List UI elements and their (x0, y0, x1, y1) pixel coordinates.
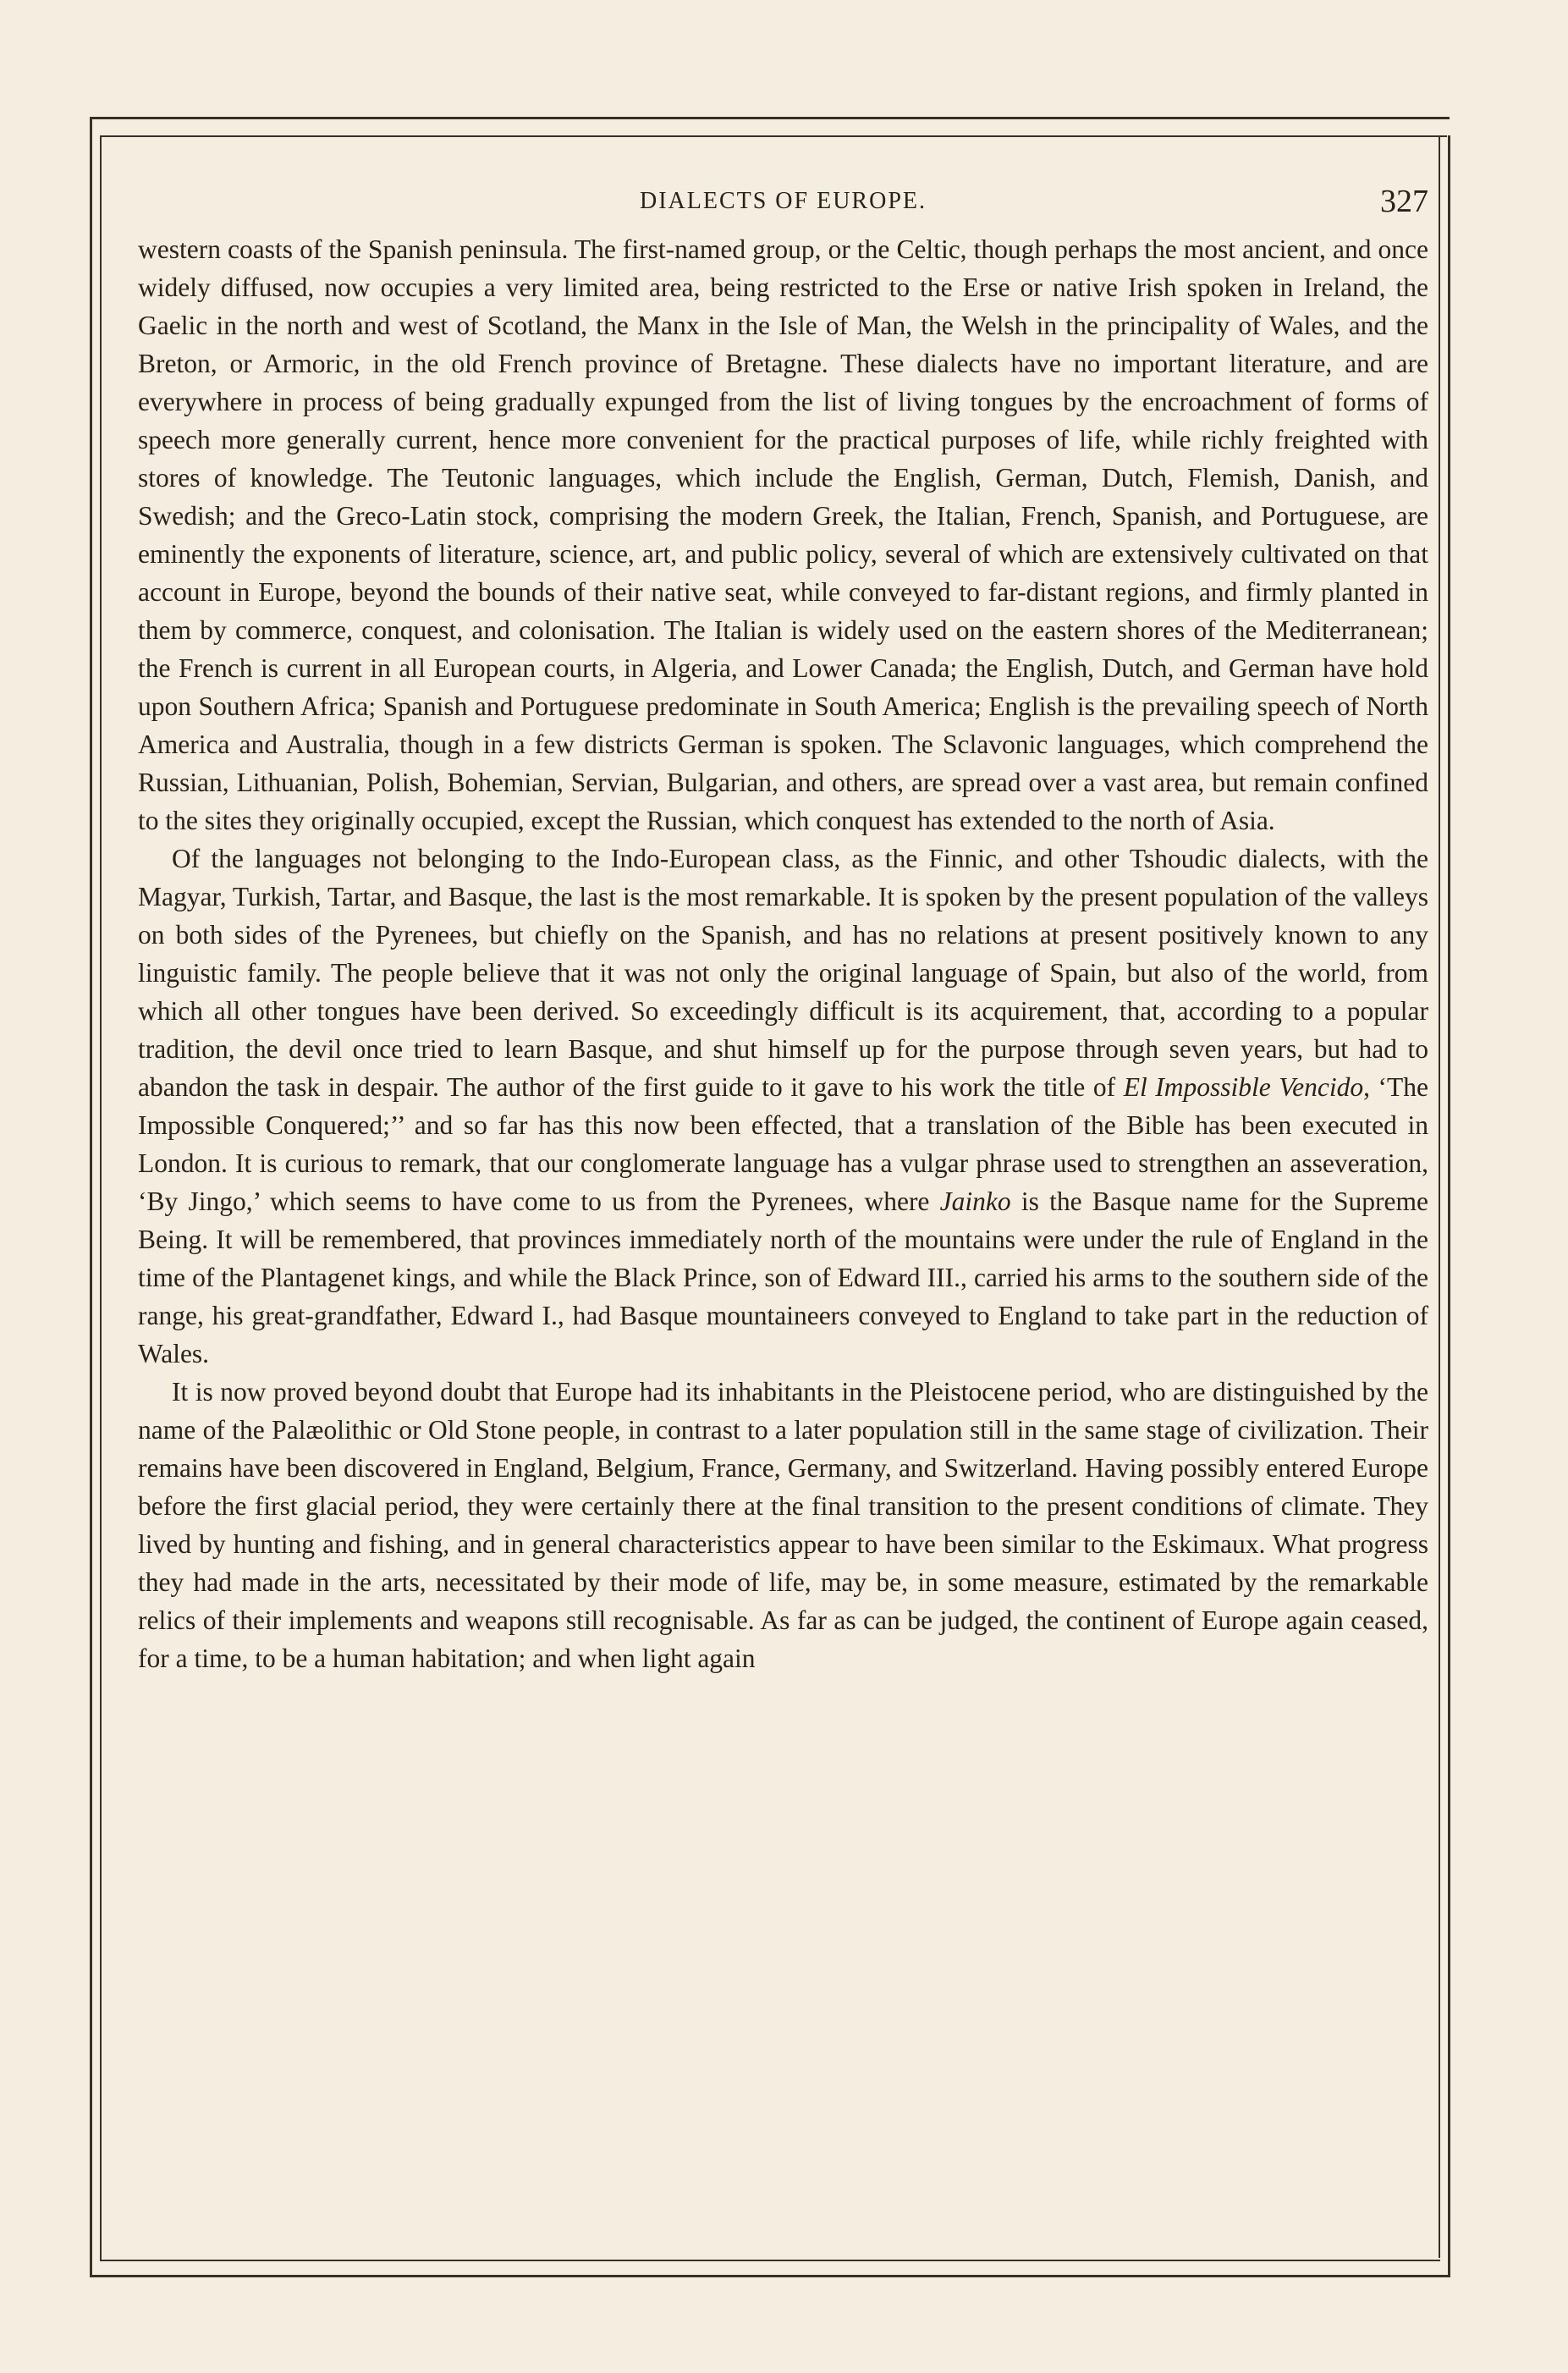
frame-bottom-inner (100, 2260, 1440, 2261)
frame-top-outer (91, 117, 1450, 119)
frame-top-inner (100, 135, 1447, 137)
frame-left-outer (90, 117, 92, 2276)
paragraph-2 (138, 840, 1428, 1373)
basque-word-italic: Jainko (939, 1186, 1011, 1216)
body-text (138, 230, 1428, 1677)
frame-left-inner (100, 135, 102, 2261)
paragraph-3: It is now proved beyond doubt that Europe had its inhabitants in the Pleistocene period, who are distinguished by the name of the Palæolithic or Old Stone people, in contrast to a later population still in the same stage of civilization. Their remains have been discovered in England, Belgium, France, Germany, and Switzerland. Having possibly entered Europe before the first glacial period, they were certainly there at the final transition to the present conditions of climate. They lived by hunting and fishing, and in general characteristics appear to have been similar to the Eskimaux. What progress they had made in the arts, necessitated by their mode of life, may be, in some measure, estimated by the remarkable relics of their implements and weapons still recognisable. As far as can be judged, the continent of Europe again ceased, for a time, to be a human habitation; and when light again (138, 1377, 1428, 1673)
frame-right-outer (1448, 135, 1450, 2276)
book-title-italic: El Impossible Vencido (1123, 1072, 1364, 1102)
paragraph-2-part-2: , ‘The Impossible Conquered;’’ and so far has this now been effected, that a translation of the Bible has been executed in London. It is curious to remark, that our conglomerate language has a vulgar phrase used to strengthen an asseveration, ‘By Jingo,’ which seems to have come to us from the Pyrenees, where (138, 1072, 1428, 1216)
running-title: DIALECTS OF EUROPE. (639, 188, 927, 214)
paragraph-1: western coasts of the Spanish peninsula. The first-named group, or the Celtic, though perhaps the most ancient, and once widely diffused, now occupies a very limited area, being restricted to the Erse or native Irish spoken in Ireland, the Gaelic in the north and west of Scotland, the Manx in the Isle of Man, the Welsh in the principality of Wales, and the Breton, or Armoric, in the old French province of Bretagne. These dialects have no important literature, and are everywhere in process of being gradually expunged from the list of living tongues by the encroachment of forms of speech more generally current, hence more convenient for the practical purposes of life, while richly freighted with stores of knowledge. The Teutonic languages, which include the English, German, Dutch, Flemish, Danish, and Swedish; and the Greco-Latin stock, comprising the modern Greek, the Italian, French, Spanish, and Portuguese, are eminently the exponents of literature, science, art, and public policy, several of which are extensively cultivated on that account in Europe, beyond the bounds of their native seat, while conveyed to far-distant regions, and firmly planted in them by commerce, conquest, and colonisation. The Italian is widely used on the eastern shores of the Mediterranean; the French is current in all European courts, in Algeria, and Lower Canada; the English, Dutch, and German have hold upon Southern Africa; Spanish and Portuguese predominate in South America; English is the prevailing speech of North America and Australia, though in a few districts German is spoken. The Sclavonic languages, which comprehend the Russian, Lithuanian, Polish, Bohemian, Servian, Bulgarian, and others, are spread over a vast area, but remain confined to the sites they originally occupied, except the Russian, which conquest has extended to the north of Asia. (138, 234, 1428, 835)
paragraph-2-part-1: Of the languages not belonging to the Indo-European class, as the Finnic, and other Tshoudic dialects, with the Magyar, Turkish, Tartar, and Basque, the last is the most remarkable. It is spoken by the present population of the valleys on both sides of the Pyrenees, but chiefly on the Spanish, and has no relations at present positively known to any linguistic family. The people believe that it was not only the original language of Spain, but also of the world, from which all other tongues have been derived. So exceedingly difficult is its acquirement, that, according to a popular tradition, the devil once tried to learn Basque, and shut himself up for the purpose through seven years, but had to abandon the task in despair. The author of the first guide to it gave to his work the title of (138, 844, 1428, 1102)
paragraph-2-part-3: is the Basque name for the Supreme Being. It will be remembered, that provinces immediately north of the mountains were under the rule of England in the time of the Plantagenet kings, and while the Black Prince, son of Edward III., carried his arms to the southern side of the range, his great-grandfather, Edward I., had Basque mountaineers conveyed to England to take part in the reduction of Wales. (138, 1186, 1428, 1368)
frame-bottom-outer (90, 2275, 1450, 2277)
page-header (138, 179, 1428, 223)
page-number: 327 (1380, 184, 1428, 219)
frame-right-inner (1439, 135, 1440, 2258)
